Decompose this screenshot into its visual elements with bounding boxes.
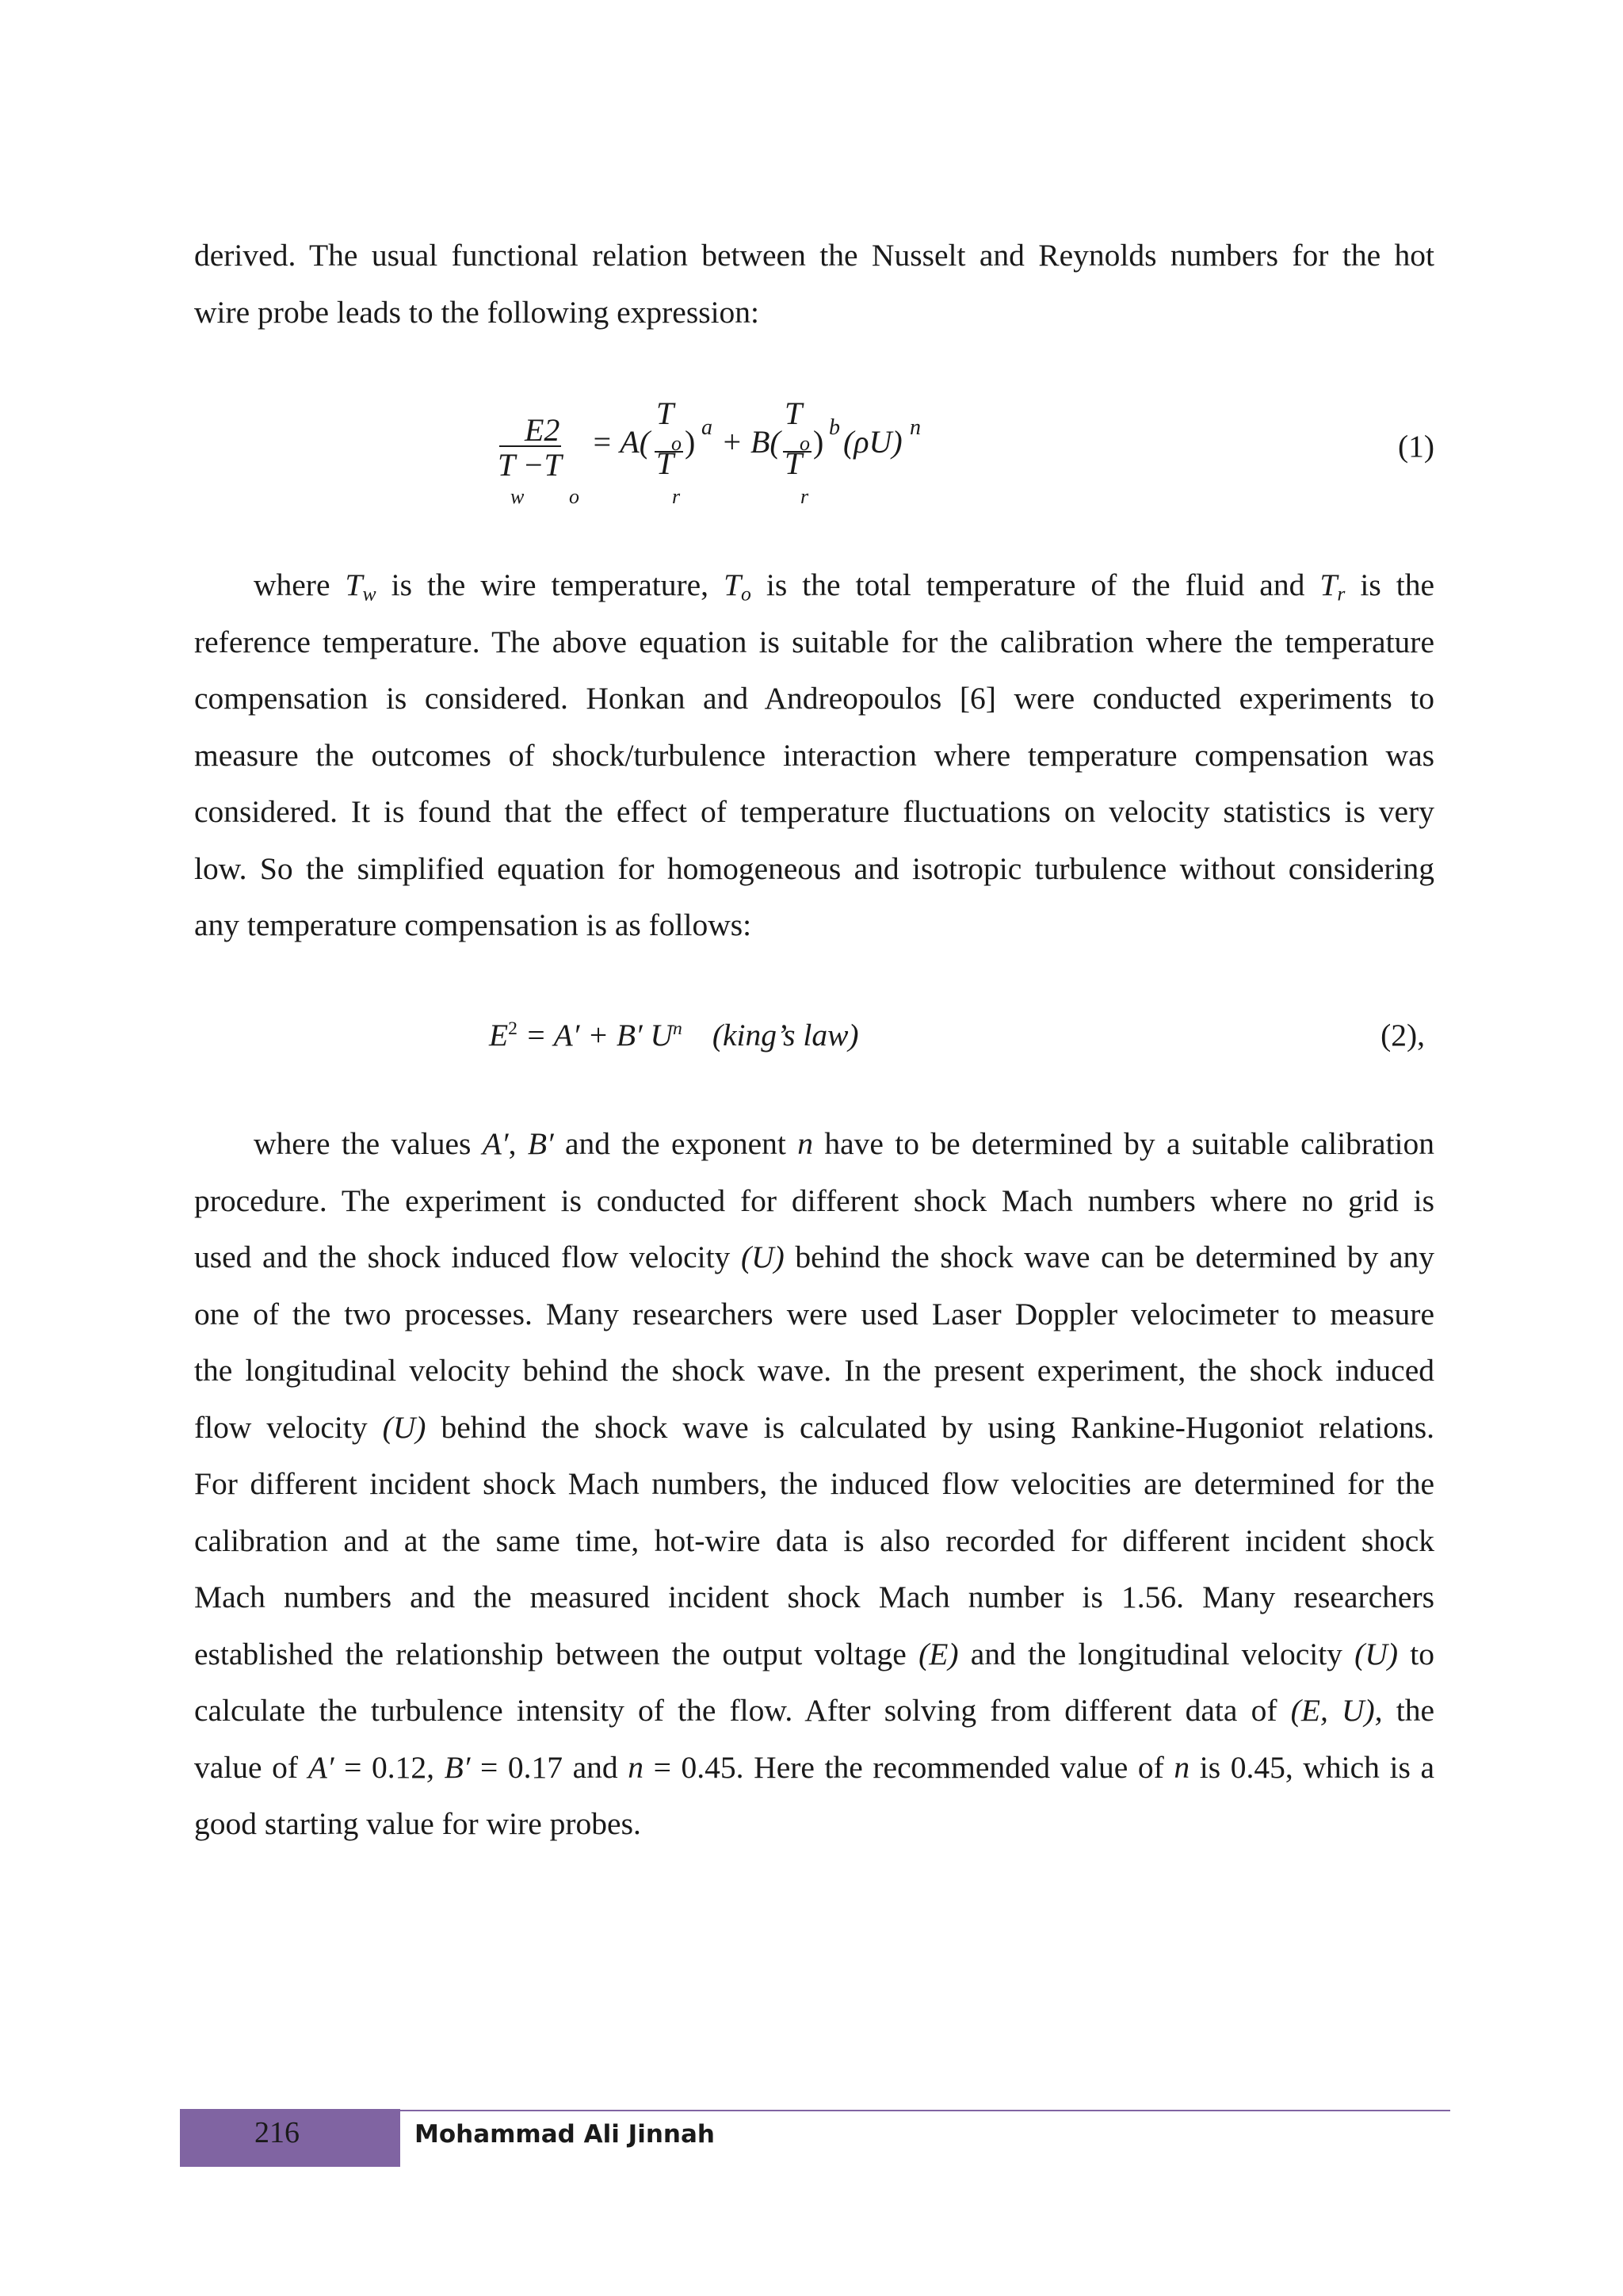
symbol-U: (U) [740,1240,785,1274]
text-line [194,1626,1434,1683]
text-run: , [426,1749,445,1785]
text-line: For different incident shock Mach numbers, the induced flow velocities are determined for the [194,1466,1434,1501]
text-run: = 0.17 and [470,1749,628,1785]
eq1-frac1-num-sub: o [671,432,682,455]
eq1-frac1-num: T [656,395,674,431]
eq1-frac1-den-sub: r [672,485,681,508]
subscript-o: o [741,582,751,606]
text-run: used and the shock induced flow velocity [194,1240,741,1274]
text-run: calculate the turbulence intensity of the flow. After solving from different data of [194,1693,1291,1728]
text-line [194,1229,1434,1286]
subscript-w: w [362,582,376,606]
text-run: = 0.45. Here the recommended value of [643,1749,1174,1785]
text-run: have to be determined by a suitable calibration [812,1126,1435,1161]
paragraph-intro [194,227,1434,341]
text-run: and the exponent [553,1126,798,1161]
text-line: wire probe leads to the following expression: [194,294,760,330]
symbol-n: n [797,1126,813,1161]
eq1-frac2-den-sub: r [800,485,809,508]
eq1-frac1-den: T [656,445,674,481]
eq1-exp-a: a [701,415,712,440]
equation-2-number: (2), [1381,1018,1425,1052]
text-run: where [254,567,346,602]
text-line [194,1740,1434,1797]
text-line [194,557,1434,614]
text-run: behind the shock wave is calculated by using Rankine-Hugoniot relations. [426,1409,1434,1445]
text-line: procedure. The experiment is conducted for different shock Mach numbers where no grid is [194,1182,1434,1218]
text-line [194,1116,1434,1173]
text-run: behind the shock wave can be determined by any [784,1240,1434,1274]
symbol-E: (E) [918,1636,959,1671]
text-line: considered. It is found that the effect of temperature fluctuations on velocity statistics is very [194,794,1434,829]
text-line: compensation is considered. Honkan and Andreopoulos [6] were conducted experiments to [194,681,1434,716]
eq1-plus-B: + B( [721,424,781,460]
eq2-E: E [489,1018,509,1052]
symbol-To: T [724,567,742,602]
text-line: calibration and at the same time, hot-wire data is also recorded for different incident shock [194,1522,1434,1558]
text-run: and the longitudinal velocity [958,1636,1355,1671]
text-run: is the [1345,567,1434,602]
eq1-frac2-den: T [785,445,803,481]
eq2-label: (king’s law) [712,1018,859,1052]
symbol-Tw: T [345,567,363,602]
eq1-rhoU: (ρU) [843,424,903,460]
text-line: one of the two processes. Many researchers were used Laser Doppler velocimeter to measure [194,1296,1434,1331]
text-run: , [508,1126,528,1161]
eq1-exp-b: b [829,415,840,440]
eq1-frac2-num-sub: o [800,432,810,455]
page-number: 216 [254,2116,300,2149]
footer-author: Mohammad Ali Jinnah [414,2120,715,2149]
symbol-A-prime: A′ [307,1749,334,1785]
eq1-close1: ) [685,424,696,460]
subscript-r: r [1337,582,1346,606]
equation-1-number: (1) [1397,429,1434,464]
text-line: measure the outcomes of shock/turbulence interaction where temperature compensation was [194,737,1434,773]
symbol-E-U: (E, U), [1290,1693,1383,1728]
eq1-lhs-denominator: T −T [498,447,562,483]
eq1-equals-A: = A( [591,424,651,460]
paragraph-calibration [194,1116,1434,1853]
text-line: Mach numbers and the measured incident shock Mach number is 1.56. Many researchers [194,1580,1434,1614]
symbol-A-prime: A′ [482,1126,509,1161]
footer-rule [400,2110,1450,2111]
text-line [194,1683,1434,1740]
text-line: derived. The usual functional relation between the Nusselt and Reynolds numbers for the hot [194,238,1434,273]
text-run: where the values [254,1126,483,1161]
eq2-body: = A′ + B′ U [517,1018,674,1052]
text-run: value of [194,1749,308,1785]
eq1-close2: ) [813,424,824,460]
symbol-B-prime: B′ [527,1126,554,1161]
eq2-exponent-n: n [673,1018,682,1039]
eq1-sub-o: o [569,485,579,508]
symbol-U: (U) [382,1409,426,1445]
text-run: = 0.12 [334,1749,427,1785]
equation-2 [489,1017,859,1053]
eq1-lhs-numerator: E2 [525,412,560,448]
text-line: good starting value for wire probes. [194,1806,641,1841]
paragraph-temperature [194,557,1434,954]
eq1-exp-n: n [910,415,921,440]
symbol-n: n [628,1749,644,1785]
text-run: is the total temperature of the fluid and [750,567,1320,602]
equation-1 [475,388,1030,515]
symbol-B-prime: B′ [444,1749,471,1785]
text-run: is the wire temperature, [376,567,724,602]
text-run: the [1382,1693,1434,1728]
symbol-n: n [1174,1749,1190,1785]
text-run: established the relationship between the output voltage [194,1636,919,1671]
text-line [194,1400,1434,1457]
text-run: to [1398,1636,1434,1671]
text-line: low. So the simplified equation for homogeneous and isotropic turbulence without considering [194,850,1434,886]
text-line: reference temperature. The above equation is suitable for the calibration where the temperature [194,624,1434,659]
text-run: is 0.45, which is a [1190,1749,1435,1785]
text-run: flow velocity [194,1409,383,1445]
eq1-frac2-num: T [785,395,803,431]
text-line: the longitudinal velocity behind the shock wave. In the present experiment, the shock induced [194,1353,1434,1388]
symbol-U: (U) [1354,1636,1399,1671]
eq1-sub-w: w [510,485,525,508]
symbol-Tr: T [1319,567,1338,602]
eq2-exponent-2: 2 [508,1018,517,1039]
text-line: any temperature compensation is as follows: [194,907,752,942]
